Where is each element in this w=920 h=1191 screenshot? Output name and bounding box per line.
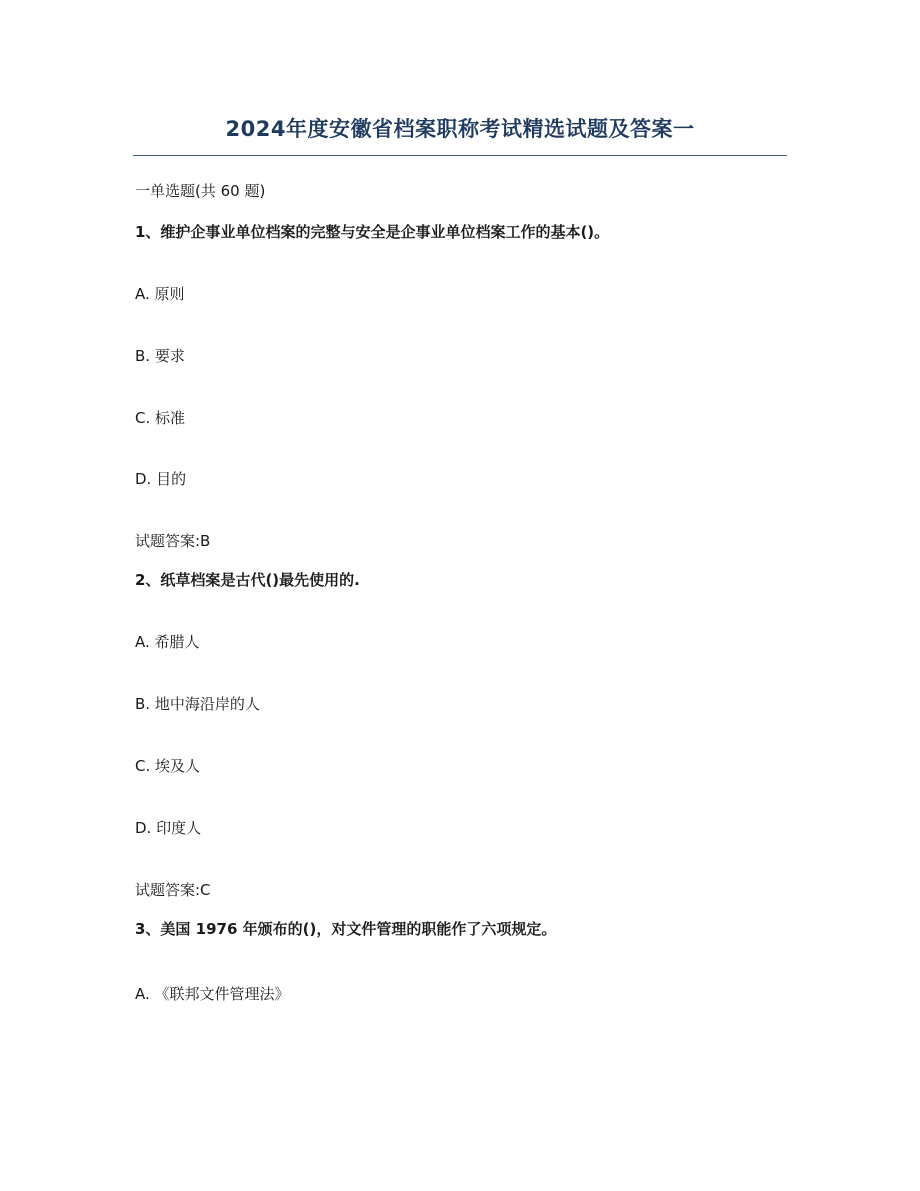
question-1-answer: 试题答案:B <box>135 532 211 550</box>
question-1-option-d: D. 目的 <box>135 470 187 488</box>
title-underline <box>133 155 787 156</box>
question-1-option-c: C. 标准 <box>135 409 186 427</box>
question-2-option-b: B. 地中海沿岸的人 <box>135 695 260 713</box>
question-2-option-d: D. 印度人 <box>135 819 202 837</box>
question-1-stem: 1、维护企事业单位档案的完整与安全是企事业单位档案工作的基本()。 <box>135 223 610 241</box>
section-header: 一单选题(共 60 题) <box>135 182 266 200</box>
question-3-stem: 3、美国 1976 年颁布的()，对文件管理的职能作了六项规定。 <box>135 920 557 938</box>
question-2-answer: 试题答案:C <box>135 881 211 899</box>
question-2-option-a: A. 希腊人 <box>135 633 200 651</box>
question-3-option-a: A. 《联邦文件管理法》 <box>135 985 290 1003</box>
question-2-stem: 2、纸草档案是古代()最先使用的. <box>135 571 360 589</box>
question-1-option-b: B. 要求 <box>135 347 185 365</box>
document-title: 2024年度安徽省档案职称考试精选试题及答案一 <box>225 117 695 141</box>
question-1-option-a: A. 原则 <box>135 285 185 303</box>
question-2-option-c: C. 埃及人 <box>135 757 201 775</box>
